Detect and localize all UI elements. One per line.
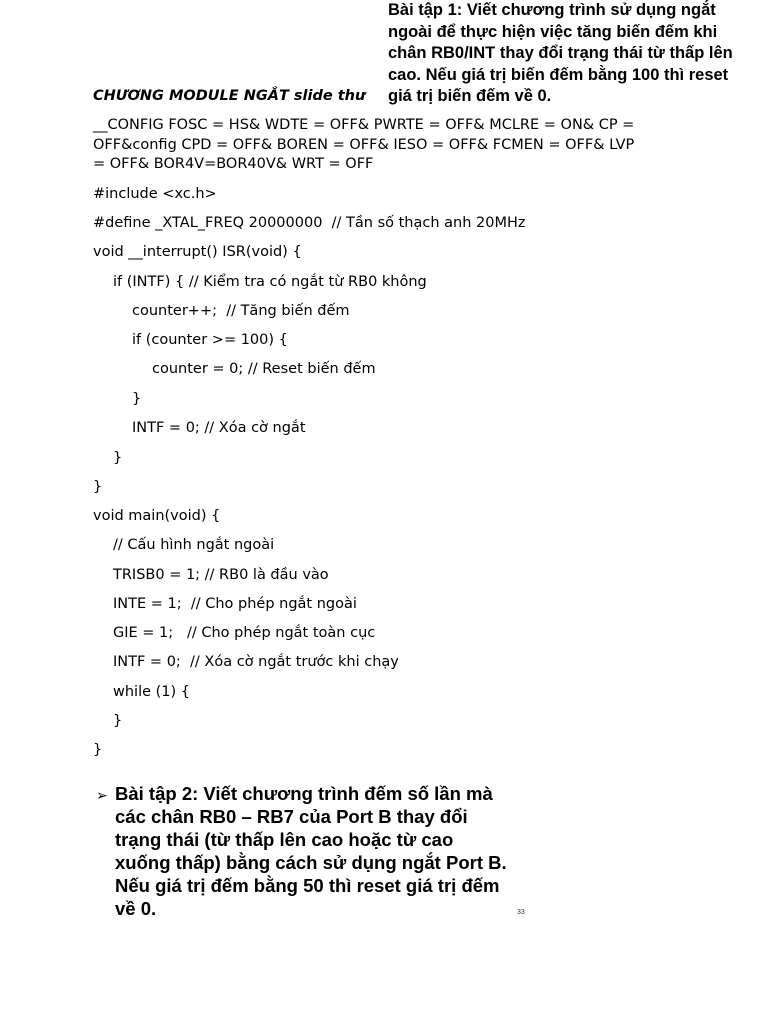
- code-define: #define _XTAL_FREQ 20000000 // Tần số thạch anh 20MHz: [93, 215, 526, 231]
- code-if-intf: if (INTF) { // Kiểm tra có ngắt từ RB0 không: [113, 274, 427, 290]
- exercise-2-line: xuống thấp) bằng cách sử dụng ngắt Port B.: [115, 852, 507, 873]
- code-while-loop: while (1) {: [113, 684, 191, 700]
- code-trisb0: TRISB0 = 1; // RB0 là đầu vào: [113, 567, 329, 583]
- code-gie: GIE = 1; // Cho phép ngắt toàn cục: [113, 625, 376, 641]
- code-inte: INTE = 1; // Cho phép ngắt ngoài: [113, 596, 357, 612]
- code-intf-init: INTF = 0; // Xóa cờ ngắt trước khi chạy: [113, 654, 399, 670]
- code-isr-signature: void __interrupt() ISR(void) {: [93, 244, 302, 260]
- exercise-1-line: ngoài để thực hiện việc tăng biến đếm khi: [388, 22, 718, 41]
- code-close-brace: }: [132, 391, 142, 407]
- exercise-2-text: [115, 782, 565, 920]
- code-close-brace: }: [113, 713, 123, 729]
- code-intf-clear: INTF = 0; // Xóa cờ ngắt: [132, 420, 306, 436]
- config-line: __CONFIG FOSC = HS& WDTE = OFF& PWRTE = OFF& MCLRE = ON& CP =: [93, 117, 635, 133]
- exercise-1-line: chân RB0/INT thay đổi trạng thái từ thấp lên: [388, 44, 733, 62]
- code-include: #include <xc.h>: [93, 186, 217, 202]
- slide-title: CHƯƠNG MODULE NGẮT slide thư: [93, 88, 366, 104]
- exercise-2-line: trạng thái (từ thấp lên cao hoặc từ cao: [115, 829, 454, 850]
- config-line: = OFF& BOR4V=BOR40V& WRT = OFF: [93, 156, 374, 172]
- page-number: 33: [517, 909, 525, 916]
- exercise-1-line: Bài tập 1: Viết chương trình sử dụng ngắt: [388, 1, 716, 19]
- exercise-1-line: giá trị biến đếm về 0.: [388, 87, 552, 105]
- code-main-signature: void main(void) {: [93, 508, 221, 524]
- exercise-2-line: Nếu giá trị đếm bằng 50 thì reset giá trị đếm: [115, 875, 500, 896]
- code-close-brace: }: [93, 479, 103, 495]
- config-directive: [93, 116, 693, 175]
- config-line: OFF&config CPD = OFF& BOREN = OFF& IESO = OFF& FCMEN = OFF& LVP: [93, 136, 635, 153]
- exercise-2-line: Bài tập 2: Viết chương trình đếm số lần mà: [115, 783, 493, 804]
- exercise-1-text: [383, 0, 768, 108]
- code-if-counter: if (counter >= 100) {: [132, 332, 288, 348]
- exercise-1-line: cao. Nếu giá trị biến đếm bằng 100 thì reset: [388, 65, 729, 84]
- exercise-2-line: về 0.: [115, 898, 157, 919]
- code-counter-reset: counter = 0; // Reset biến đếm: [152, 361, 376, 377]
- code-close-brace: }: [93, 742, 103, 758]
- code-counter-increment: counter++; // Tăng biến đếm: [132, 303, 350, 319]
- code-close-brace: }: [113, 450, 123, 466]
- code-comment-config: // Cấu hình ngắt ngoài: [113, 537, 275, 553]
- exercise-2-line: các chân RB0 – RB7 của Port B thay đổi: [115, 806, 468, 827]
- arrow-bullet-icon: ➢: [96, 788, 108, 804]
